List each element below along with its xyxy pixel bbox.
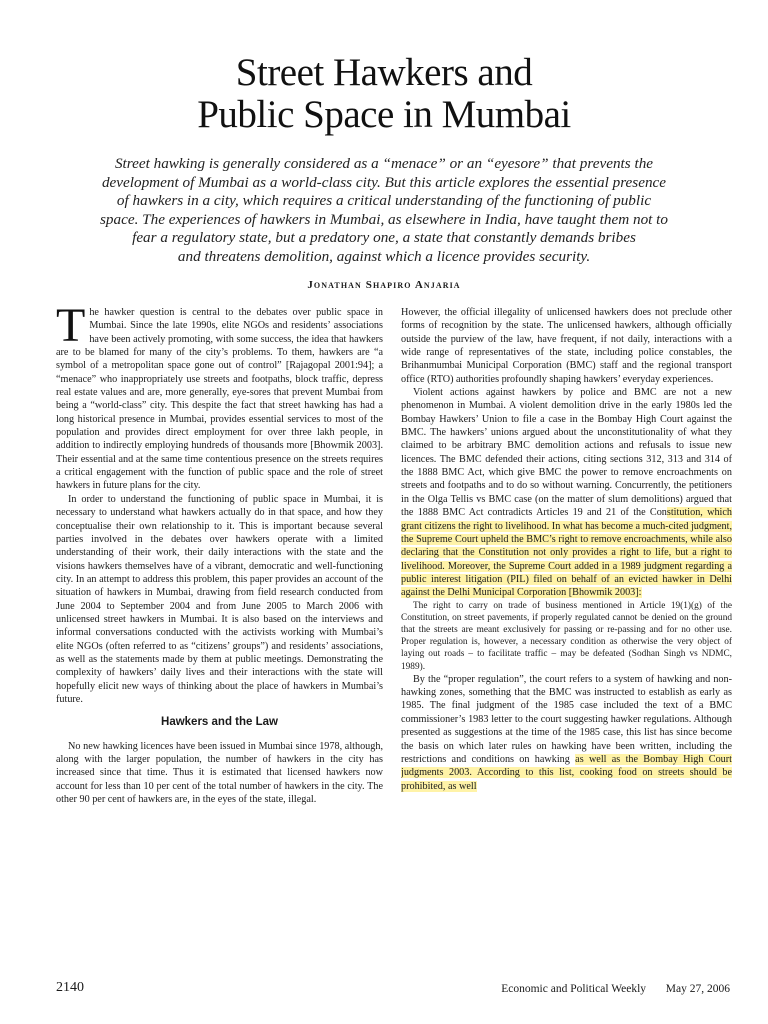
highlighted-text: stitution, which grant citizens the right to livelihood. In what has become a much-cited judgment, the Supreme Court upheld the BMC’s right to remove encroachments, while also declaring that the Constitution not only provides a right to life, but a right to livelihood. Moreover, the Supreme Court added in a 1989 judgment regarding a public interest litigation (PIL) filed on behalf of an evicted hawker in Delhi against the Delhi Municipal Corporation [Bhowmik 2003]:: [401, 507, 732, 599]
page-number: 2140: [56, 980, 84, 995]
article-title-line-1: Street Hawkers and: [235, 51, 533, 94]
body-paragraph: In order to understand the functioning of public space in Mumbai, it is necessary to understand what hawkers actually do in that space, and how they conceptualise their own relationship to it. This is important because several parties involved in the debates over hawkers operate with a limited understanding of their work, their daily interactions with the state and the visions hawkers themselves have of a vibrant, democratic and well-functioning city. In an attempt to address this problem, this paper provides an account of the situation of hawkers in Mumbai, drawing from field research conducted from June 2004 to September 2004 and from June 2005 to March 2006 with unlicensed street hawkers in Mumbai. It is also based on the interviews and informal conversations conducted with the activists working with Mumbai’s elite NGOs (often referred to as “citizens’ groups”) and residents’ associations, as well as the statements made by them at public meetings. Demonstrating the complexity of hawkers’ daily lives and their interactions with the state will hopefully elicit new ways of thinking about the place of hawkers in Mumbai’s future.: [56, 493, 383, 705]
body-paragraph: However, the official illegality of unlicensed hawkers does not preclude other forms of recognition by the state. The unlicensed hawkers, although officially outside the purview of the law, have frequent, if not daily, interactions with a wide range of representatives of the state, including police constables, the Brihanmumbai Municipal Corporation (BMC) staff and the regional transport office (RTO) authorities profoundly shaping hawkers’ everyday experiences.: [401, 307, 732, 385]
body-paragraph: [401, 673, 732, 793]
abstract-line: of hawkers in a city, which requires a critical understanding of the functioning of public: [116, 192, 652, 210]
author-byline: Jonathan Shapiro Anjaria: [307, 279, 461, 291]
drop-cap: T: [56, 306, 86, 352]
highlighted-text: as well as the Bombay High Court judgments 2003. According to this list, cooking food on streets should be prohibited, as well: [401, 753, 732, 792]
body-paragraph: No new hawking licences have been issued in Mumbai since 1978, although, along with the larger population, the number of hawkers in the city has increased since that time. Thus it is estimated that licensed hawkers now account for less than 10 per cent of the total number of hawkers in the city. The other 90 per cent of hawkers are, in the eyes of the state, illegal.: [56, 740, 383, 806]
abstract-line: fear a regulatory state, but a predatory one, a state that constantly demands bribes: [132, 229, 636, 247]
article-abstract: [70, 155, 698, 267]
section-heading: Hawkers and the Law: [161, 716, 278, 729]
paragraph-text: he hawker question is central to the debates over public space in Mumbai. Since the late 1990s, elite NGOs and residents’ associations have been actively promoting, with some success, the idea that hawkers are to be blamed for many of the city’s problems. To them, hawkers are “a symbol of a metropolitan space gone out of control” [Rajagopal 2001:94]; a “menace” who inappropriately use streets and footpaths, block traffic, depress real estate values and are, more generally, eye-sores that prevent Mumbai from being a “world-class” city. This despite the fact that street hawking has had a long historical presence in Mumbai, provides essential services to most of the population and provides direct employment for over three lakh people, in addition to indirectly employing hundreds of thousands more [Bhowmik 2003]. Their essential and at the same time contentious presence on the streets requires a critical engagement with the function of public space and the role of street hawkers in future plans for the city.: [56, 307, 383, 492]
left-column: [56, 306, 383, 966]
abstract-line: Street hawking is generally considered as a “menace” or an “eyesore” that prevents the: [114, 155, 654, 172]
intro-paragraph: [56, 306, 383, 493]
paragraph-text: Violent actions against hawkers by police and BMC are not a new phenomenon in Mumbai. A violent demolition drive in the early 1980s led the Bombay Hawkers’ Union to file a case in the Bombay High Court against the BMC. The hawkers’ unions argued about the unconstitutionality of what they claimed to be arbitrary BMC demolition actions and refusals to issue new licences. The BMC defended their actions, citing sections 312, 313 and 314 of the 1888 BMC Act, which give BMC the power to remove encroachments on streets and footpaths and to do so without warning. Concurrently, the petitioners in the Olga Tellis vs BMC case (on the matter of slum demolitions) argued that the 1888 BMC Act contradicts Articles 19 and 21 of the Con: [401, 387, 732, 519]
issue-date: May 27, 2006: [665, 983, 730, 995]
journal-name: Economic and Political Weekly: [501, 983, 647, 995]
abstract-line: development of Mumbai as a world-class city. But this article explores the essential presence: [101, 173, 667, 191]
article-title-line-2: Public Space in Mumbai: [197, 93, 571, 136]
paragraph-text: By the “proper regulation”, the court refers to a system of hawking and non-hawking zones, something that the BMC was instructed to establish as early as 1985. The final judgment of the 1985 case included the text of a BMC commissioner’s 1983 letter to the court suggesting hawker regulations. Although presented as suggestions at the time of the 1985 case, this list has since become the basis on which later rules on hawking have been written, including the restrictions and conditions on hawking: [401, 673, 732, 765]
journal-footer: [501, 983, 730, 995]
body-paragraph: [401, 386, 732, 600]
abstract-line: space. The experiences of hawkers in Mumbai, as elsewhere in India, have taught them not to: [99, 210, 668, 228]
block-quote: The right to carry on trade of business mentioned in Article 19(1)(g) of the Constitution, on street pavements, if properly regulated cannot be denied on the ground that the streets are meant exclusively for passing or re-passing and for no other use. Proper regulation is, however, a necessary condition as otherwise the very object of laying out roads – to facilitate traffic – may be defeated (Sodhan Singh vs NDMC, 1989).: [401, 600, 732, 672]
right-column: [401, 306, 732, 966]
abstract-line: and threatens demolition, against which a licence provides security.: [177, 247, 591, 265]
